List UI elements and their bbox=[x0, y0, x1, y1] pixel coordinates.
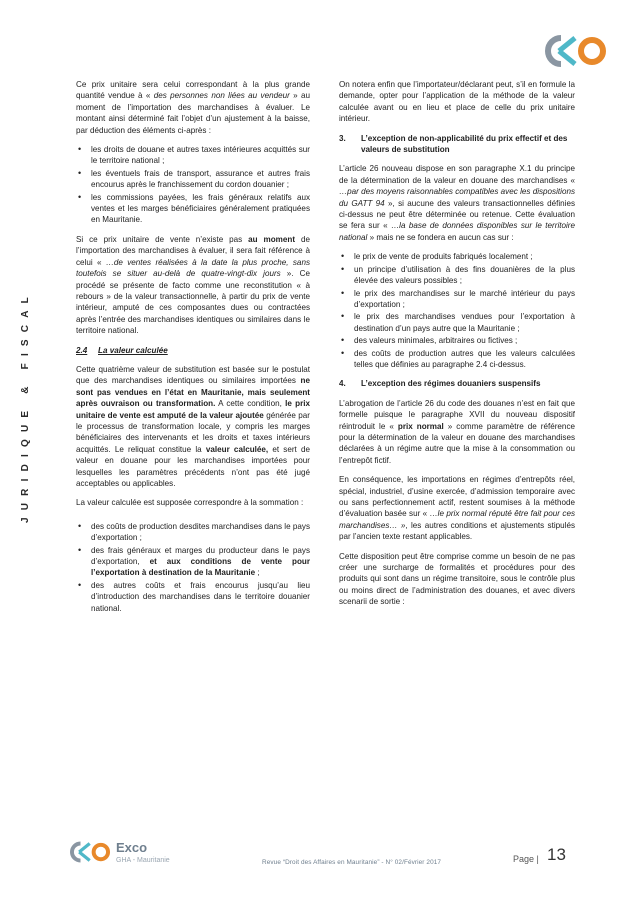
right-paragraph-4: En conséquence, les importations en régimes d’entrepôts réel, spécial, industriel, d’usine exercée, d’admission temporaire avec ou sans perfectionnement actif, restent soumises à la méthode d’évaluation basée sur « …le prix normal réputé être fait pour ces marchandises… », les autres conditions et ajustements stipulés par l’ancien texte restant applicables. bbox=[339, 475, 575, 542]
page-number: 13 bbox=[547, 845, 566, 864]
right-paragraph-5: Cette disposition peut être comprise comme un besoin de ne pas créer une surcharge de formalités et procédures pour des produits qui sont dans un régime transitoire, sous le contrôle plus ou moins direct de l’administration des douanes, et avec divers scenarii de sortie : bbox=[339, 551, 575, 607]
left-column bbox=[76, 79, 310, 622]
list-item: • des frais généraux et marges du producteur dans le pays d’exportation, et aux conditions de vente pour l’exportation à destination de la Mauritanie ; bbox=[76, 545, 310, 579]
side-label-text: JURIDIQUE & FISCAL bbox=[20, 290, 31, 523]
right-paragraph-2: L’article 26 nouveau dispose en son paragraphe X.1 du principe de la détermination de la valeur en douane des marchandises « …par des moyens raisonnables compatibles avec les dispositions du GATT 94 », si aucune des valeurs transactionnelles définies ci-dessus ne peut être déterminée ou retenue. Cette évaluation se fera sur « …la base de données disponibles sur le territoire national » mais ne se fondera en aucun cas sur : bbox=[339, 164, 575, 242]
list-item: • les commissions payées, les frais généraux relatifs aux ventes et les marges bénéficiaires généralement pratiquées en Mauritanie. bbox=[76, 192, 310, 226]
list-item: • les droits de douane et autres taxes intérieures acquittés sur le territoire national ; bbox=[76, 144, 310, 167]
list-item: • un principe d’utilisation à des fins douanières de la plus élevée des valeurs possibles ; bbox=[339, 264, 575, 287]
footer-brand-sub: GHA - Mauritanie bbox=[116, 857, 170, 864]
left-paragraph-2: Si ce prix unitaire de vente n’existe pas au moment de l’importation des marchandises à évaluer, il sera fait référence à celui « …de ventes réalisées à la date la plus proche, sans toutefois se situer au-delà de quatre-vingt-dix jours ». Ce procédé se présente de facto comme une reconstitution « à rebours » de la valeur transactionnelle, à partir du prix de vente intérieur, amputé de ces composantes dues ou contractées après l’entrée des marchandises identiques ou similaires dans le territoire national. bbox=[76, 234, 310, 336]
list-item: • le prix des marchandises vendues pour l’exportation à destination d’un pays autre que la Mauritanie ; bbox=[339, 311, 575, 334]
right-paragraph-1: On notera enfin que l’importateur/déclarant peut, s’il en formule la demande, opter pour l’application de la méthode de la valeur calculée avant ou en lieu et place de celle du prix unitaire intérieur. bbox=[339, 80, 575, 124]
list-item: • des coûts de production autres que les valeurs calculées telles que définies au paragraphe 2.4 ci-dessus. bbox=[339, 348, 575, 371]
list-item: • des autres coûts et frais encourus jusqu’au lieu d’introduction des marchandises dans le territoire douanier national. bbox=[76, 580, 310, 614]
exclusions-list bbox=[339, 251, 575, 370]
sommation-list bbox=[76, 521, 310, 614]
exco-logo-icon bbox=[545, 34, 609, 68]
footer-revue: Revue “Droit des Affaires en Mauritanie” - N° 02/Février 2017 bbox=[262, 859, 442, 866]
left-paragraph-3: Cette quatrième valeur de substitution est basée sur le postulat que des marchandises identiques ou similaires importées ne sont pas vendues en l’état en Mauritanie, mais seulement après ouvraison ou transformation. A cette condition, le prix unitaire de vente est amputé de la valeur ajoutée générée par le processus de transformation locale, y compris les marges bénéficiaires des intervenants et les droits et taxes intérieurs acquittés. Le reliquat constitue la valeur calculée, et sert de valeur en douane pour les marchandises importées pour lesquelles les paramètres précédents n’ont pas été jugé acceptables ou applicables. bbox=[76, 364, 310, 488]
exco-footer-logo-icon bbox=[70, 840, 112, 864]
right-paragraph-3: L’abrogation de l’article 26 du code des douanes n’est en fait que formelle puisque le paragraphe XVII du nouveau dispositif réintroduit le « prix normal » comme paramètre de référence pour la détermination de la valeur en douane des marchandises déclarées à un régime autre que la mise à la consommation ou l’entrepôt fictif. bbox=[339, 398, 575, 465]
list-item: • des valeurs minimales, arbitraires ou fictives ; bbox=[339, 335, 575, 346]
left-paragraph-4: La valeur calculée est supposée correspondre à la sommation : bbox=[76, 498, 304, 508]
footer-brand: Exco bbox=[116, 840, 148, 855]
right-column bbox=[339, 79, 575, 616]
list-item: • le prix des marchandises sur le marché intérieur du pays d’exportation ; bbox=[339, 288, 575, 311]
page-label: Page | bbox=[513, 854, 539, 864]
list-item: • les éventuels frais de transport, assurance et autres frais encourus après le franchissement du cordon douanier ; bbox=[76, 168, 310, 191]
page-footer bbox=[0, 832, 638, 872]
list-item: • des coûts de production desdites marchandises dans le pays d’exportation ; bbox=[76, 521, 310, 544]
left-paragraph-1: Ce prix unitaire sera celui correspondant à la plus grande quantité vendue à « des personnes non liées au vendeur » au moment de l’importation des marchandises à évaluer. Le montant ainsi déterminé fait l’objet d’un ajustement à la baisse, par déduction des éléments ci-après : bbox=[76, 80, 310, 135]
section-heading-2-4: 2.4 La valeur calculée bbox=[76, 345, 168, 355]
list-item: • le prix de vente de produits fabriqués localement ; bbox=[339, 251, 575, 262]
section-heading-4: 4. L’exception des régimes douaniers suspensifs bbox=[339, 379, 541, 389]
deductions-list bbox=[76, 144, 310, 226]
section-side-label bbox=[4, 238, 40, 528]
section-heading-3: 3. L’exception de non-applicabilité du prix effectif et des valeurs de substitution bbox=[339, 133, 568, 155]
